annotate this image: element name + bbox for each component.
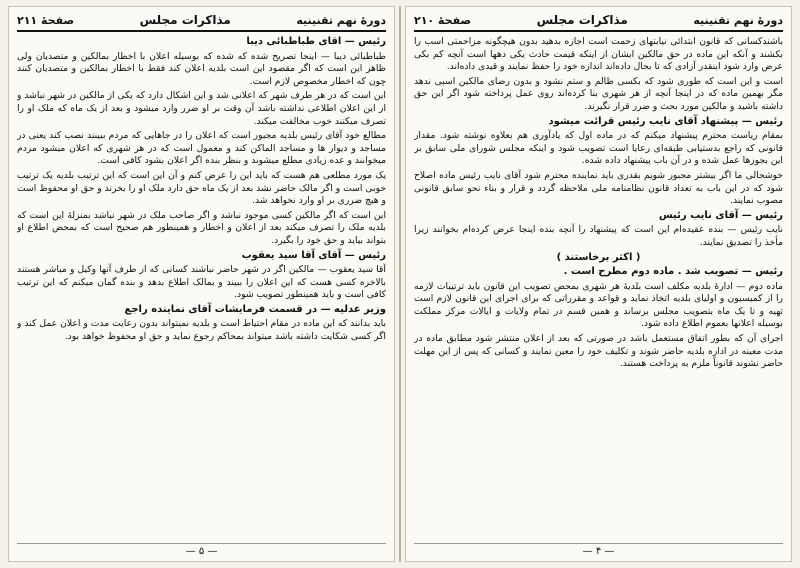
vote-note: ( اکثر برخاستند ) (556, 251, 641, 263)
paragraph: آقا سید یعقوب — مالکین اگر در شهر حاضر نباشند کسانی که از طرف آنها وکیل و مباشر هستند بالاخره کسی هست که این اعلان را ببیند و بمالک اطلاع بدهد و بنده گمان میکنم که این ترتیب کافی است و باید همینطور تصویب شود. (17, 264, 386, 301)
header-title: مذاکرات مجلس (139, 13, 231, 27)
paragraph: اجرای آن که بطور اتفاق مستعمل باشد در صورتی که بعد از اعلان منتشر شود مطابق ماده در مدت معینه در اداره بلدیه حاضر شوند و تکلیف خود را معین نمایند و کسانی که پس از این مهلت حاضر نشوند قانوناً ملزم به پرداخت هستند. (414, 333, 783, 370)
page-header (17, 13, 386, 32)
header-page-number: صفحهٔ ۲۱۱ (17, 13, 75, 27)
speaker-line: رئیس — آقای نایب رئیس (658, 209, 783, 221)
page-fold (399, 6, 401, 562)
page-footer: — ۵ — (17, 543, 386, 557)
speaker-line: رئیس — پیشنهاد آقای نایب رئیس قرائت میشود (548, 115, 783, 127)
page-footer: — ۴ — (414, 543, 783, 557)
paragraph: طباطبائی دیبا — اینجا تصریح شده که شده که بوسیله اعلان با اخطار بمالکین و متصدیان ولی ظاهر این است که اگر مقصود این است بلدیه اعلان کند فقط با اخطار بمالکین و متصدیان کنند چون که اخطار مخصوص لازم است. (17, 50, 386, 87)
left-page (8, 6, 395, 562)
page-body (414, 36, 783, 540)
header-title: مذاکرات مجلس (536, 13, 628, 27)
paragraph: یک مورد مطلعی هم هست که باید این را عرض کنم و آن این است که این ترتیب بلدیه یک ترتیب خوبی است و اگر مالک حاضر نشد بعد از یک ماه حق دارد ملک او را بخرند و حق او محفوظ است و هیچ ضرری بر او وارد نخواهد شد. (17, 169, 386, 207)
paragraph: باشندکسانی که قانون ابتدائی نیابتهای زحمت است اجازه بدهید بدون هیچگونه مزاحمتی اسب را بکشند و آنکه این ماده در حق مالکین ایشان از اینکه قیمت حادث یکی دهها است آنچه کم بکی عرض وارد شود اینقدر آزادی که تا بحال داده‌اند اندازه خود را حفظ نمایند و قیدی داده‌اند. (414, 36, 783, 73)
header-page-number: صفحهٔ ۲۱۰ (414, 13, 472, 27)
paragraph: باید بدانند که این ماده در مقام احتیاط است و بلدیه نمیتواند بدون رعایت مدت و اعلان عمل کند و اگر کسی شکایت داشته باشد میتواند بمحاکم رجوع نماید و حق او محفوظ خواهد بود. (17, 318, 386, 343)
paragraph: نایب رئیس — بنده عقیده‌ام این است که پیشنهاد را آنچه بنده اینجا عرض کرده‌ام بخوانند زیرا مأخذ را تصدیق نمایند. (414, 224, 783, 248)
paragraph: است و این است که طوری شود که بکسی ظالم و ستم نشود و بدون رضای مالکین اسبی ندهد مگر بهمین ماده که در اینجا آنچه از هر شهری بنا کرده‌اند روی عمل پرداخته شود اگر این حق داشته باشید و مالکین مورد بحث و ضرر قرار نگیرند. (414, 75, 783, 112)
speaker-line: وزیر عدلیه — در قسمت فرمایشات آقای نماینده راجع (124, 303, 386, 315)
header-session: دورهٔ نهم تقنینیه (693, 13, 783, 27)
page-header (414, 13, 783, 32)
speaker-line: رئیس — تصویب شد . ماده دوم مطرح است . (563, 266, 783, 278)
right-page (405, 6, 792, 562)
page-body (17, 36, 386, 540)
paragraph: بمقام ریاست محترم پیشنهاد میکنم که در ماده اول که یادآوری هم بعلاوه نوشته شود. مقدار قانونی که راجع بدستیابی طبقه‌ای رعایا است تصویب شود و اینکه مجلس شورای ملی سابق بر این بجوزها عمل شده و در آن باب پیشنهاد داده شده. (414, 130, 783, 167)
header-session: دورهٔ نهم تقنینیه (296, 13, 386, 27)
paragraph: مطالع خود آقای رئیس بلدیه مجبور است که اعلان را در جاهایی که مردم ببینند نصب کند یعنی در مساجد و دیوار ها و مساجد الماکن کند و معمول است که در هر شهری که اعلان میشود مردم میخوانند و عده زیادی مطلع میشوند و بنظر بنده اگر اعلان بشود کافی است. (17, 130, 386, 167)
paragraph: این است که در هر طرف شهر که اعلانی شد و این اشکال دارد که یکی از مالکین در شهر نباشد و از این اعلان اطلاعی نداشته باشد آن وقت بر او ضرر وارد میشود و بعد از یک ماه که ملک او را تصرف میکنند خوب مخالفت میکند. (17, 90, 386, 127)
paragraph: ماده دوم — ادارهٔ بلدیه مکلف است بلدیهٔ هر شهری بمحض تصویب این قانون باید ترتیبات لازمه را از کمیسیون و اولیای بلدیه اتخاذ نماید و قواعد و مقرراتی که برای اجرای این قانون لازم است تهیه و تا یک ماه بتصویب مجلس برساند و همین قسم در تمام ولایات و ایالات مرکز مملکت بوسیله اعلانها بعموم اطلاع داده شود. (414, 280, 783, 330)
speaker-line: رئیس — آقای طباطبائی دیبا (246, 36, 386, 47)
paragraph: این است که اگر مالکین کسی موجود نباشد و اگر صاحب ملک در شهر نباشد بمنزلهٔ این است که بلدیه ملک را تصرف میکند بعد از اعلان و اخطار و همینطور هم صحیح است که بمحض اطلاع او بتواند بیاید و حق خود را بگیرد. (17, 209, 386, 246)
speaker-line: رئیس — آقای آقا سید یعقوب (241, 249, 386, 261)
paragraph: خوشحالی ما اگر بیشتر مجبور شویم بقدری باید نماینده محترم شود آقای نایب رئیس ماده اصلاح شود که در این باب به تعداد قانون نظامنامه ملی ملاحظه گردد و قرار و بناء نحو سابق قانونی مصوب نمایند. (414, 169, 783, 207)
